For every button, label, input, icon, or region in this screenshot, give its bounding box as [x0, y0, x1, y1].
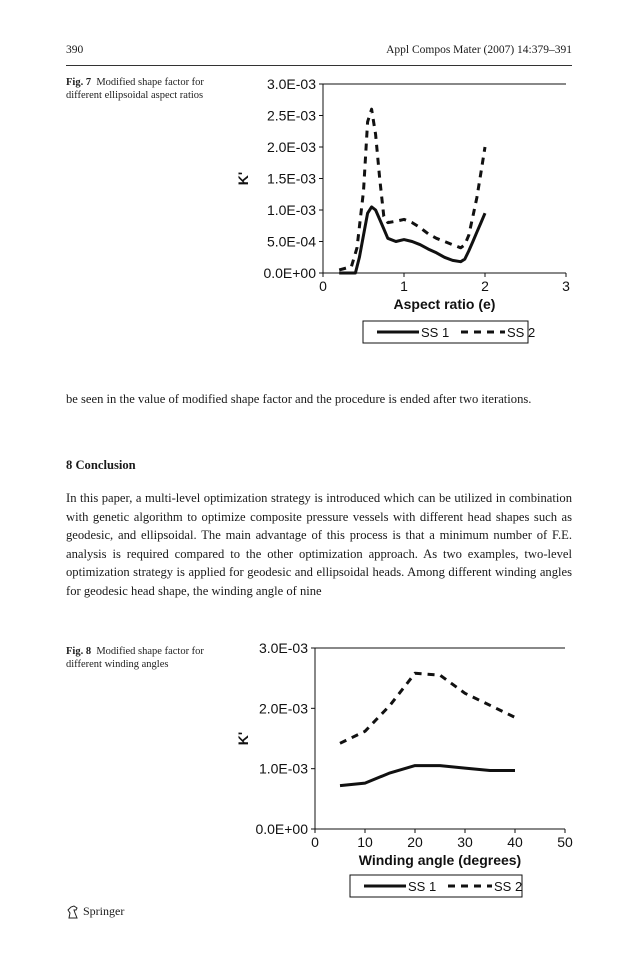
- fig8-y-axis-title: K': [235, 731, 251, 746]
- figure-7-label: Fig. 7: [66, 77, 92, 88]
- fig8-y-tick-label: 0.0E+00: [255, 821, 308, 837]
- fig8-series-ss-1: [340, 766, 515, 786]
- publisher-name: Springer: [83, 904, 125, 918]
- fig8-legend-label-ss-2: SS 2: [494, 879, 523, 894]
- fig7-x-tick-label: 1: [400, 278, 408, 294]
- section-heading: [66, 458, 136, 473]
- fig7-x-tick-label: 3: [562, 278, 570, 294]
- fig8-x-tick-label: 0: [311, 834, 319, 850]
- fig8-series-ss-2: [340, 673, 515, 743]
- fig8-legend-label-ss-1: SS 1: [408, 879, 437, 894]
- fig8-x-tick-label: 40: [507, 834, 523, 850]
- fig8-x-tick-label: 20: [407, 834, 423, 850]
- conclusion-paragraph: In this paper, a multi-level optimization strategy is introduced which can be utilized in combination with genetic algorithm to optimize composite pressure vessels with different head shapes such as geodesic, and ellipsoidal. The main advantage of this process is that a minimum number of F.E. analysis is required compared to the other optimization approach. As two examples, two-level optimization strategy is applied for geodesic and ellipsoidal heads. Among different winding angles for geodesic head shape, the winding angle of nine: [66, 491, 572, 598]
- paragraph-continued: be seen in the value of modified shape factor and the procedure is ended after two iterations.: [66, 392, 532, 406]
- fig8-y-tick-label: 2.0E-03: [258, 700, 308, 717]
- springer-horse-icon: [66, 905, 79, 919]
- footer: [66, 904, 124, 919]
- fig8-y-tick-label: 1.0E-03: [258, 760, 308, 777]
- fig7-y-tick-label: 3.0E-03: [266, 76, 316, 92]
- fig8-x-tick-label: 50: [557, 834, 573, 850]
- figure-7-caption-text: Modified shape factor for different ellipsoidal aspect ratios: [66, 77, 204, 101]
- fig7-y-tick-label: 2.5E-03: [266, 107, 316, 124]
- fig8-y-tick-label: 3.0E-03: [258, 640, 308, 656]
- fig7-y-tick-label: 1.0E-03: [266, 202, 316, 218]
- fig7-y-tick-label: 0.0E+00: [263, 265, 316, 281]
- fig7-legend-label-ss-2: SS 2: [507, 325, 536, 340]
- figure-8-label: Fig. 8: [66, 646, 92, 657]
- figure-8-caption-text: Modified shape factor for different winding angles: [66, 646, 204, 670]
- section-number: 8: [66, 458, 73, 472]
- page-number: 390: [66, 44, 84, 56]
- section-title: Conclusion: [75, 458, 136, 472]
- fig7-y-tick-label: 5.0E-04: [266, 233, 316, 250]
- fig7-x-axis-title: Aspect ratio (e): [393, 296, 496, 312]
- fig8-x-tick-label: 10: [357, 834, 373, 850]
- fig7-y-tick-label: 2.0E-03: [266, 139, 316, 155]
- fig8-x-tick-label: 30: [457, 834, 473, 850]
- fig8-x-axis-title: Winding angle (degrees): [358, 852, 522, 868]
- fig7-legend-label-ss-1: SS 1: [421, 325, 450, 340]
- fig7-y-axis-title: K': [235, 171, 251, 186]
- fig7-x-tick-label: 2: [481, 278, 489, 294]
- journal-citation: Appl Compos Mater (2007) 14:379–391: [386, 44, 572, 56]
- fig7-x-tick-label: 0: [319, 278, 327, 294]
- fig7-y-tick-label: 1.5E-03: [266, 170, 316, 187]
